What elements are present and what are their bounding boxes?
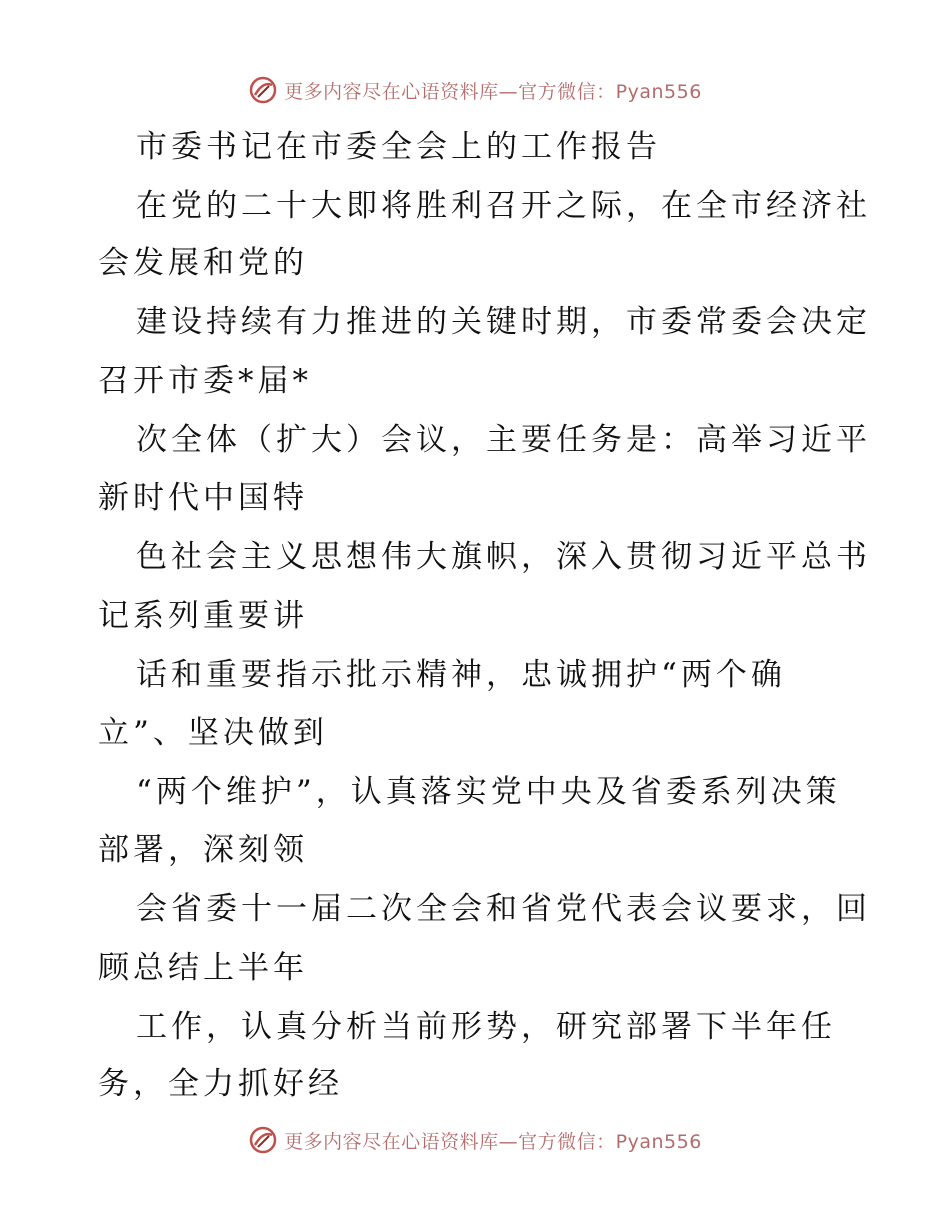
text-line: “两个维护”，认真落实党中央及省委系列决策 — [136, 774, 841, 810]
text-line: 召开市委*届* — [98, 363, 312, 399]
text-line: 部署，深刻领 — [98, 832, 308, 868]
document-title: 市委书记在市委全会上的工作报告 — [136, 129, 661, 165]
watermark-group — [248, 75, 702, 105]
text-line: 顾总结上半年 — [98, 950, 308, 986]
watermark-group — [248, 1125, 702, 1155]
text-line: 会省委十一届二次全会和省党代表会议要求，回 — [136, 891, 871, 927]
watermark-text: 更多内容尽在心语资料库—官方微信：Pyan556 — [284, 1130, 702, 1153]
text-line: 次全体（扩大）会议，主要任务是：高举习近平 — [136, 422, 871, 458]
text-line: 立”、坚决做到 — [98, 715, 328, 751]
watermark-text: 更多内容尽在心语资料库—官方微信：Pyan556 — [284, 80, 702, 103]
text-line: 话和重要指示批示精神，忠诚拥护“两个确 — [136, 657, 786, 693]
text-line: 工作，认真分析当前形势，研究部署下半年任 — [136, 1009, 836, 1045]
text-line: 务，全力抓好经 — [98, 1066, 343, 1102]
text-line: 会发展和党的 — [98, 245, 308, 281]
logo-icon — [248, 1125, 278, 1155]
text-line: 新时代中国特 — [98, 480, 308, 516]
footer-watermark — [0, 1120, 950, 1160]
text-line: 色社会主义思想伟大旗帜，深入贯彻习近平总书 — [136, 539, 871, 575]
text-line: 建设持续有力推进的关键时期，市委常委会决定 — [136, 304, 871, 340]
text-line: 在党的二十大即将胜利召开之际，在全市经济社 — [136, 188, 871, 224]
logo-icon — [248, 75, 278, 105]
header-watermark — [0, 70, 950, 110]
text-line: 记系列重要讲 — [98, 598, 308, 634]
